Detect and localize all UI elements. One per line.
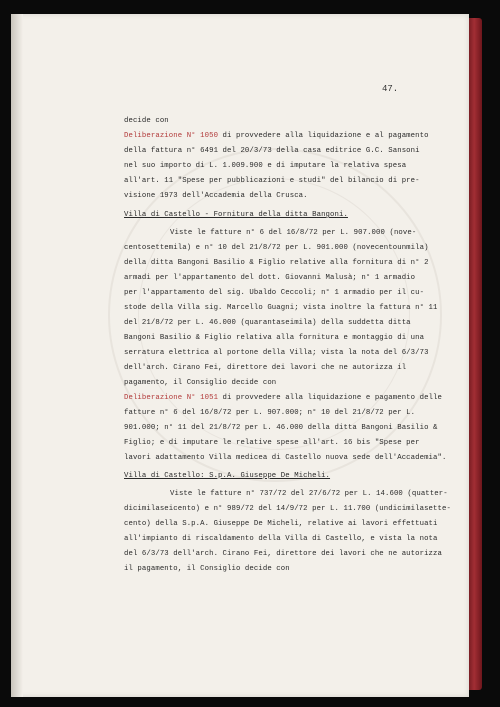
text-line: della ditta Bangoni Basilio & Figlio relative alla fornitura di n° 2: [124, 259, 429, 267]
text-line: cento) della S.p.A. Giuseppe De Micheli, relative ai lavori effettuati: [124, 520, 438, 528]
deliberation-label: Deliberazione N° 1051: [124, 394, 219, 402]
text-line: visione 1973 dell'Accademia della Crusca.: [124, 192, 308, 200]
text-line: per l'appartamento del sig. Ubaldo Ceccoli; n° 1 armadio per il cu-: [124, 289, 425, 297]
text-line: Deliberazione N° 1051 di provvedere alla liquidazione e pagamento delle: [124, 394, 443, 402]
text-line: armadi per l'appartamento del dott. Giovanni Malusà; n° 1 armadio: [124, 274, 416, 282]
text-line: centosettemila) e n° 10 del 21/8/72 per L. 901.000 (novecentounmila): [124, 244, 429, 252]
text-line: 901.000; n° 11 del 21/8/72 per L. 46.000 della ditta Bangoni Basilio &: [124, 424, 438, 432]
text-line: lavori adattamento Villa medicea di Castello nuova sede dell'Accademia".: [124, 454, 447, 462]
text-line: serratura elettrica al portone della Villa; vista la nota del 6/3/73: [124, 349, 429, 357]
text-line: nel suo importo di L. 1.009.900 e di imputare la relativa spesa: [124, 162, 407, 170]
book-spine: [469, 18, 482, 690]
deliberation-label: Deliberazione N° 1050: [124, 132, 219, 140]
section-heading: Villa di Castello - Fornitura della ditta Bangoni.: [124, 211, 348, 219]
text-line: Deliberazione N° 1050 di provvedere alla liquidazione e al pagamento: [124, 132, 429, 140]
text-line: del 21/8/72 per L. 46.000 (quarantaseimila) della suddetta ditta: [124, 319, 411, 327]
text-line: pagamento, il Consiglio decide con: [124, 379, 277, 387]
page-number: 47.: [382, 84, 399, 94]
text-line: all'impianto di riscaldamento della Villa di Castello, e vista la nota: [124, 535, 438, 543]
text-line: del 6/3/73 dell'arch. Cirano Fei, direttore dei lavori che ne autorizza: [124, 550, 442, 558]
section-heading: Villa di Castello: S.p.A. Giuseppe De Micheli.: [124, 472, 331, 480]
text-line: stode della Villa sig. Marcello Guagni; vista inoltre la fattura n° 11: [124, 304, 438, 312]
page-gutter: [11, 14, 23, 697]
text-line: decide con: [124, 117, 169, 125]
text-line: Viste le fatture n° 6 del 16/8/72 per L. 907.000 (nove-: [170, 229, 417, 237]
text-line: Viste le fatture n° 737/72 del 27/6/72 per L. 14.600 (quatter-: [170, 490, 448, 498]
text-line: il pagamento, il Consiglio decide con: [124, 565, 290, 573]
text-line: dell'arch. Cirano Fei, direttore dei lavori che ne autorizza il: [124, 364, 407, 372]
text-line: della fattura n° 6491 del 20/3/73 della casa editrice G.C. Sansoni: [124, 147, 420, 155]
text-line: all'art. 11 "Spese per pubblicazioni e studi" del bilancio di pre-: [124, 177, 420, 185]
text-line: dicimilaseicento) e n° 989/72 del 14/9/72 per L. 11.700 (undicimilasette-: [124, 505, 451, 513]
text-line: Figlio; e di imputare le relative spese all'art. 16 bis "Spese per: [124, 439, 420, 447]
text-line: fatture n° 6 del 16/8/72 per L. 907.000; n° 10 del 21/8/72 per L.: [124, 409, 416, 417]
text-line: Bangoni Basilio & Figlio relativa alla fornitura e montaggio di una: [124, 334, 425, 342]
